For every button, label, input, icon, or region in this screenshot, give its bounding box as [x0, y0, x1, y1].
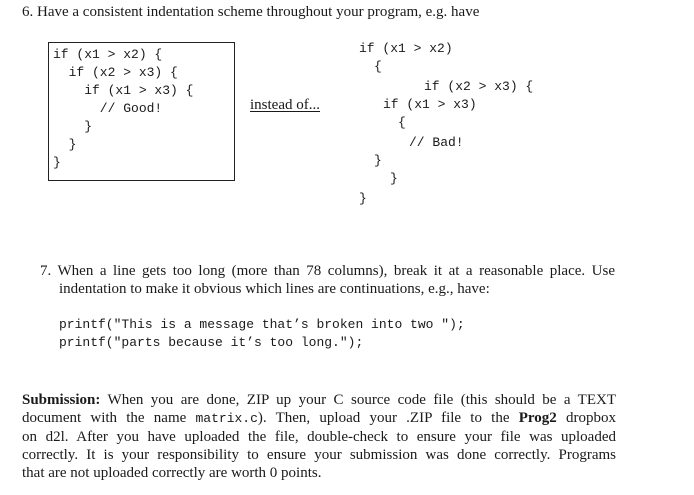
good-line-7: }: [53, 155, 61, 170]
submission-line-2-b: ). Then, upload your .ZIP file to the: [257, 410, 519, 426]
good-line-4: // Good!: [53, 101, 163, 116]
good-line-2: if (x2 > x3) {: [53, 65, 178, 80]
bad-line-9: }: [359, 191, 367, 206]
good-example-code: [53, 46, 193, 172]
good-line-5: }: [53, 119, 93, 134]
good-line-1: if (x1 > x2) {: [53, 47, 163, 62]
good-line-3: if (x1 > x3) {: [53, 83, 194, 98]
submission-line-2-a: document with the name: [22, 410, 196, 426]
submission-line-5: that are not uploaded correctly are worth 0 points.: [22, 465, 322, 481]
dropbox-name: Prog2: [518, 410, 557, 426]
printf-line-2: printf("parts because it’s too long.");: [59, 335, 364, 350]
bad-line-2: {: [374, 59, 382, 74]
submission-line-1-text: When you are done, ZIP up your C source code file (this should be a TEXT: [107, 392, 617, 408]
item-7-text: [40, 262, 615, 298]
good-line-6: }: [53, 137, 77, 152]
bad-line-4: if (x1 > x3): [383, 97, 477, 112]
submission-line-2: [22, 409, 616, 428]
bad-line-8: }: [390, 171, 398, 186]
filename-code: matrix.c: [195, 411, 258, 426]
submission-paragraph: [22, 391, 616, 482]
submission-line-4: correctly. It is your responsibility to ensure your submission was done correctly. Programs: [22, 447, 616, 463]
submission-line-3: on d2l. After you have uploaded the file, double-check to ensure your file was uploaded: [22, 429, 616, 445]
item-7-line-1: 7. When a line gets too long (more than 78 columns), break it at a reasonable place. Use: [40, 263, 615, 279]
bad-line-1: if (x1 > x2): [359, 41, 453, 56]
item-7-line-2: indentation to make it obvious which lines are continuations, e.g., have:: [59, 281, 490, 297]
instead-of-label: instead of...: [250, 97, 320, 113]
bad-line-5: {: [398, 115, 406, 130]
good-example-box: [48, 42, 235, 181]
submission-label: Submission:: [22, 392, 101, 408]
printf-example-code: [59, 316, 465, 352]
printf-line-1: printf("This is a message that’s broken into two ");: [59, 317, 465, 332]
bad-line-3: if (x2 > x3) {: [424, 79, 534, 94]
bad-line-6: // Bad!: [409, 135, 464, 150]
bad-line-7: }: [374, 153, 382, 168]
submission-line-1: [22, 391, 616, 409]
submission-line-2-c: dropbox: [556, 410, 616, 426]
item-6-text: 6. Have a consistent indentation scheme throughout your program, e.g. have: [22, 4, 480, 20]
